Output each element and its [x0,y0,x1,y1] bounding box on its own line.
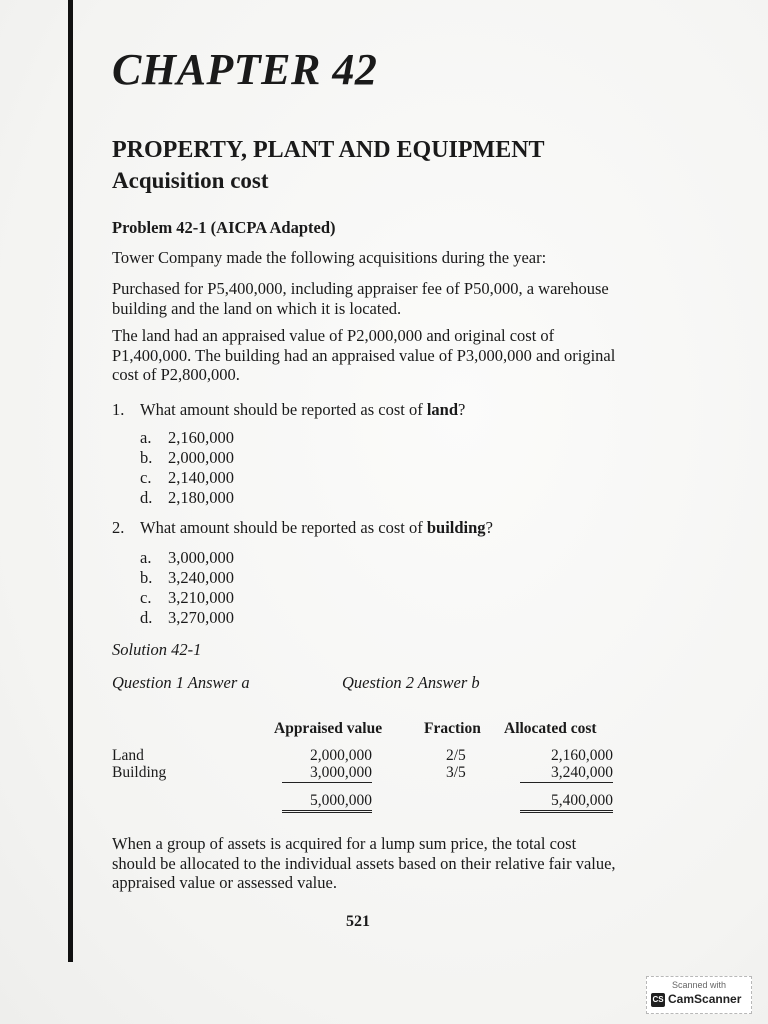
option-letter: c. [140,468,152,487]
section-subtitle: Acquisition cost [112,168,269,193]
option-value: 2,160,000 [168,428,234,447]
camscanner-logo-icon: CS [651,993,665,1007]
table-cell: 2,000,000 [310,747,372,764]
option-item [140,428,234,448]
option-letter: b. [140,448,153,467]
option-value: 2,180,000 [168,488,234,507]
solution-answer-1: Question 1 Answer a [112,673,250,692]
option-letter: d. [140,608,153,627]
table-total-allocated: 5,400,000 [520,792,613,813]
option-item [140,588,234,608]
solution-heading: Solution 42-1 [112,640,202,659]
section-title: PROPERTY, PLANT AND EQUIPMENT [112,137,545,163]
question-text: What amount should be reported as cost of [140,518,427,537]
table-cell: 3,240,000 [520,764,613,783]
option-value: 3,000,000 [168,548,234,567]
camscanner-watermark [646,976,752,1014]
question-keyword: land [426,400,459,419]
option-item [140,568,234,588]
table-row-label: Building [112,764,167,781]
table-cell: 2/5 [446,747,466,764]
option-item [140,488,234,508]
question-number: 1. [112,400,125,419]
table-cell: 3/5 [446,764,466,781]
chapter-heading: CHAPTER 42 [112,45,378,94]
solution-answer-2: Question 2 Answer b [342,673,480,692]
table-total-appraised: 5,000,000 [282,792,372,813]
closing-paragraph: When a group of assets is acquired for a lump sum price, the total cost should be allocated to the individual assets based on their relative fair value, appraised value or assessed value. [112,834,616,892]
option-item [140,608,234,628]
problem-heading: Problem 42-1 (AICPA Adapted) [112,218,336,237]
option-letter: a. [140,548,152,567]
option-letter: d. [140,488,153,507]
paragraph-values: The land had an appraised value of P2,000,000 and original cost of P1,400,000. The building had an appraised value of P3,000,000 and original cost of P2,800,000. [112,326,616,384]
option-value: 2,140,000 [168,468,234,487]
question-mark: ? [458,400,466,419]
question-mark: ? [485,518,493,537]
question-2 [112,518,493,538]
table-header-fraction: Fraction [424,720,481,737]
table-row-label: Land [112,747,144,764]
table-header-appraised: Appraised value [274,720,383,737]
paragraph-intro: Tower Company made the following acquisitions during the year: [112,248,547,267]
option-list-q2 [140,548,234,628]
option-letter: c. [140,588,152,607]
table-header-allocated: Allocated cost [504,720,597,737]
binding-shadow [68,0,73,962]
question-text: What amount should be reported as cost of [140,400,427,419]
question-keyword: building [426,518,486,537]
option-list-q1 [140,428,234,508]
option-value: 3,240,000 [168,568,234,587]
page-number: 521 [346,913,370,930]
table-cell: 3,000,000 [282,764,372,783]
option-item [140,448,234,468]
question-number: 2. [112,518,125,537]
table-cell: 2,160,000 [551,747,613,764]
watermark-caption: Scanned with [671,980,727,990]
question-1 [112,400,465,420]
watermark-brand: CamScanner [668,992,742,1006]
option-letter: b. [140,568,153,587]
option-letter: a. [140,428,152,447]
option-item [140,468,234,488]
option-item [140,548,234,568]
option-value: 3,210,000 [168,588,234,607]
option-value: 3,270,000 [168,608,234,627]
paragraph-purchase: Purchased for P5,400,000, including appraiser fee of P50,000, a warehouse building and the land on which it is located. [112,279,609,318]
option-value: 2,000,000 [168,448,234,467]
